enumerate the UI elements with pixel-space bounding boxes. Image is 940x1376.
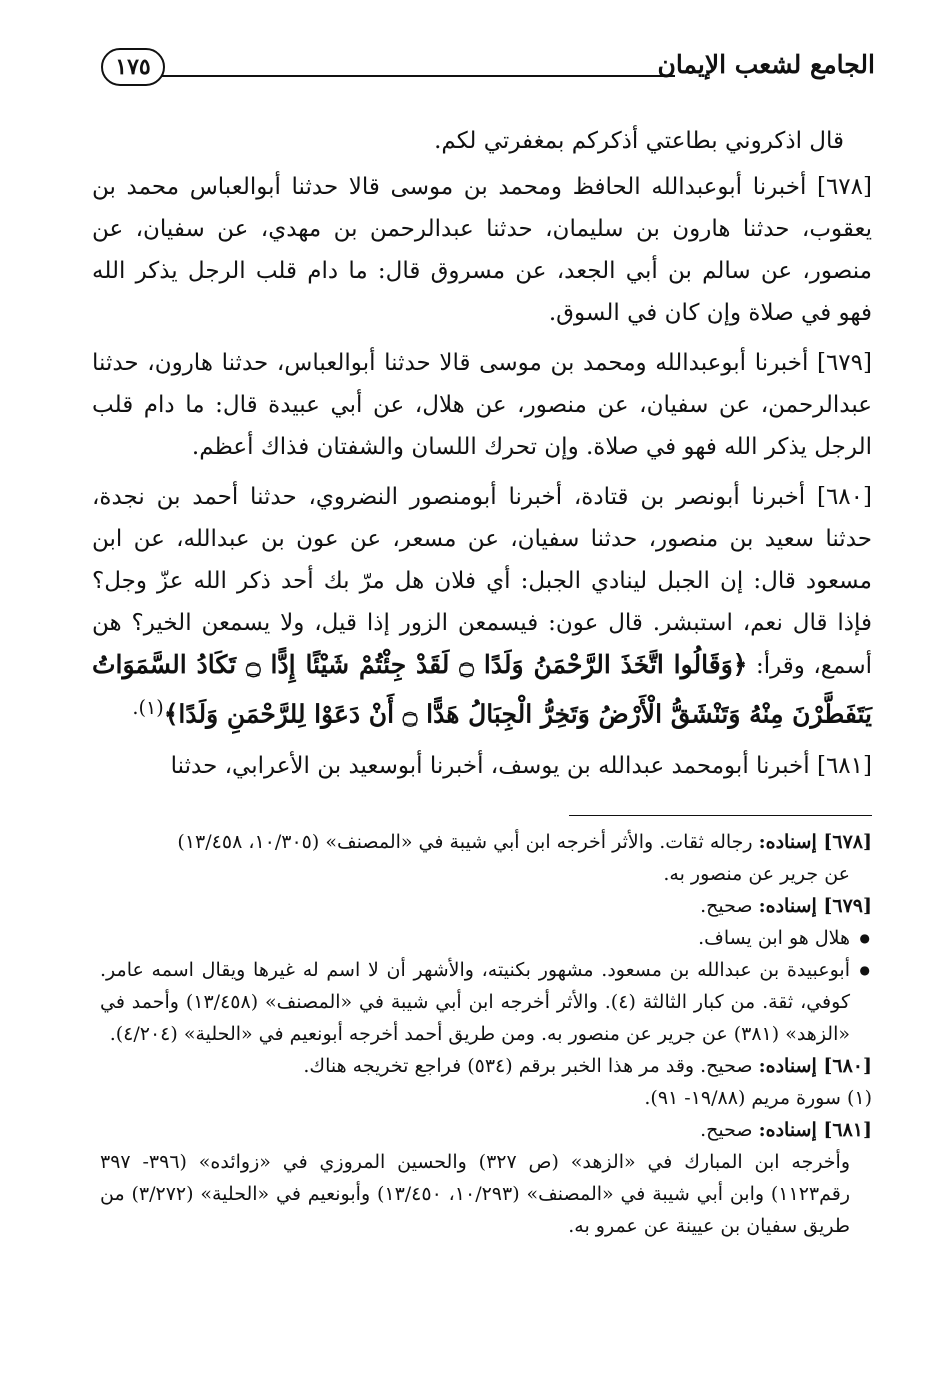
footnote-681-cont: وأخرجه ابن المبارك في «الزهد» (ص ٣٢٧) والحسين المروزي في «زوائده» (٣٩٦- ٣٩٧ رقم١١٢٣) وابن أبي شيبة في «المصنف» (١٠/٢٩٣، ١٣/٤٥٠) وأبونعيم في «الحلية» (٣/٢٧٢) من طريق سفيان بن عيينة عن عمرو به.	[100, 1151, 851, 1237]
footnote-680	[100, 1050, 872, 1082]
footnote-text: صحيح. وقد مر هذا الخبر برقم (٥٣٤) فراجع تخريجه هناك.	[303, 1055, 759, 1077]
running-title: الجامع لشعب الإيمان	[657, 50, 875, 79]
footnote-678-cont: عن جرير عن منصور به.	[663, 863, 850, 885]
footnote-label: [٦٨٠] إسناده:	[758, 1055, 872, 1077]
footnote-label: [٦٧٨] إسناده:	[758, 831, 872, 853]
quran-verse: ﴿وَقَالُوا اتَّخَذَ الرَّحْمَنُ وَلَدًا ۝ لَقَدْ جِئْتُمْ شَيْئًا إِدًّا ۝ تَكَادُ السَّمَوَاتُ يَتَفَطَّرْنَ مِنْهُ وَتَنْشَقُّ الْأَرْضُ وَتَخِرُّ الْجِبَالُ هَدًّا ۝ أَنْ دَعَوْا لِلرَّحْمَنِ وَلَدًا﴾	[92, 650, 872, 729]
footnote-679	[100, 890, 872, 922]
footnote-bullet: ● هلال هو ابن يساف.	[100, 922, 872, 954]
footnote-681	[100, 1114, 872, 1146]
footnotes	[100, 826, 872, 1242]
footnote-text: رجاله ثقات. والأثر أخرجه ابن أبي شيبة في «المصنف» (١٠/٣٠٥، ١٣/٤٥٨)	[177, 831, 759, 853]
paragraph-678: [٦٧٨] أخبرنا أبوعبدالله الحافظ ومحمد بن موسى قالا حدثنا أبوالعباس محمد بن يعقوب، حدثنا هارون بن سليمان، حدثنا عبدالرحمن بن مهدي، عن سفيان، عن منصور، عن سالم بن أبي الجعد، عن مسروق قال: ما دام قلب الرجل يذكر الله فهو في صلاة وإن كان في السوق.	[92, 174, 872, 326]
footnote-separator	[569, 815, 872, 816]
footnote-1: (١) سورة مريم (١٩/٨٨- ٩١).	[644, 1087, 872, 1109]
footnote-bullet: ● أبوعبيدة بن عبدالله بن مسعود. مشهور بكنيته، والأشهر أن لا اسم له غيرها ويقال اسمه عامر. كوفي، ثقة. من كبار الثالثة (٤). والأثر أخرجه ابن أبي شيبة في «المصنف» (١٣/٤٥٨) وأحمد في «الزهد» (٣٨١) عن جرير عن منصور به. ومن طريق أحمد أخرجه أبونعيم في «الحلية» (٤/٢٠٤).	[100, 954, 872, 1050]
paragraph: قال اذكروني بطاعتي أذكركم بمغفرتي لكم.	[434, 128, 844, 154]
paragraph-681: [٦٨١] أخبرنا أبومحمد عبدالله بن يوسف، أخبرنا أبوسعيد بن الأعرابي، حدثنا	[170, 752, 872, 779]
main-text	[92, 120, 872, 795]
paragraph-680	[92, 476, 872, 737]
footnote-text: صحيح.	[700, 1119, 759, 1141]
footnote-label: [٦٨١] إسناده:	[758, 1119, 872, 1141]
footnote-ref: (١).	[132, 696, 164, 719]
footnote-678	[100, 826, 872, 858]
page-header	[95, 42, 875, 100]
footnote-label: [٦٧٩] إسناده:	[758, 895, 872, 917]
paragraph-680-text: [٦٨٠] أخبرنا أبونصر بن قتادة، أخبرنا أبومنصور النضروي، حدثنا أحمد بن نجدة، حدثنا سعيد بن منصور، حدثنا سفيان، عن مسعر، عن عون بن عبدالله، عن ابن مسعود قال: إن الجبل لينادي الجبل: أي فلان هل مرّ بك أحد ذكر الله عزّ وجل؟ فإذا قال نعم، استبشر. قال عون: فيسمعن الزور إذا قيل، ولا يسمعن الخير؟ هن أسمع، وقرأ:	[92, 484, 872, 679]
page-number: ١٧٥	[101, 48, 165, 86]
paragraph-679: [٦٧٩] أخبرنا أبوعبدالله ومحمد بن موسى قالا حدثنا أبوالعباس، حدثنا هارون، حدثنا عبدالرحمن، عن سفيان، عن منصور، عن هلال، عن أبي عبيدة قال: ما دام قلب الرجل يذكر الله فهو في صلاة. وإن تحرك اللسان والشفتان فذاك أعظم.	[92, 350, 872, 460]
header-rule	[161, 75, 675, 77]
footnote-text: صحيح.	[700, 895, 759, 917]
